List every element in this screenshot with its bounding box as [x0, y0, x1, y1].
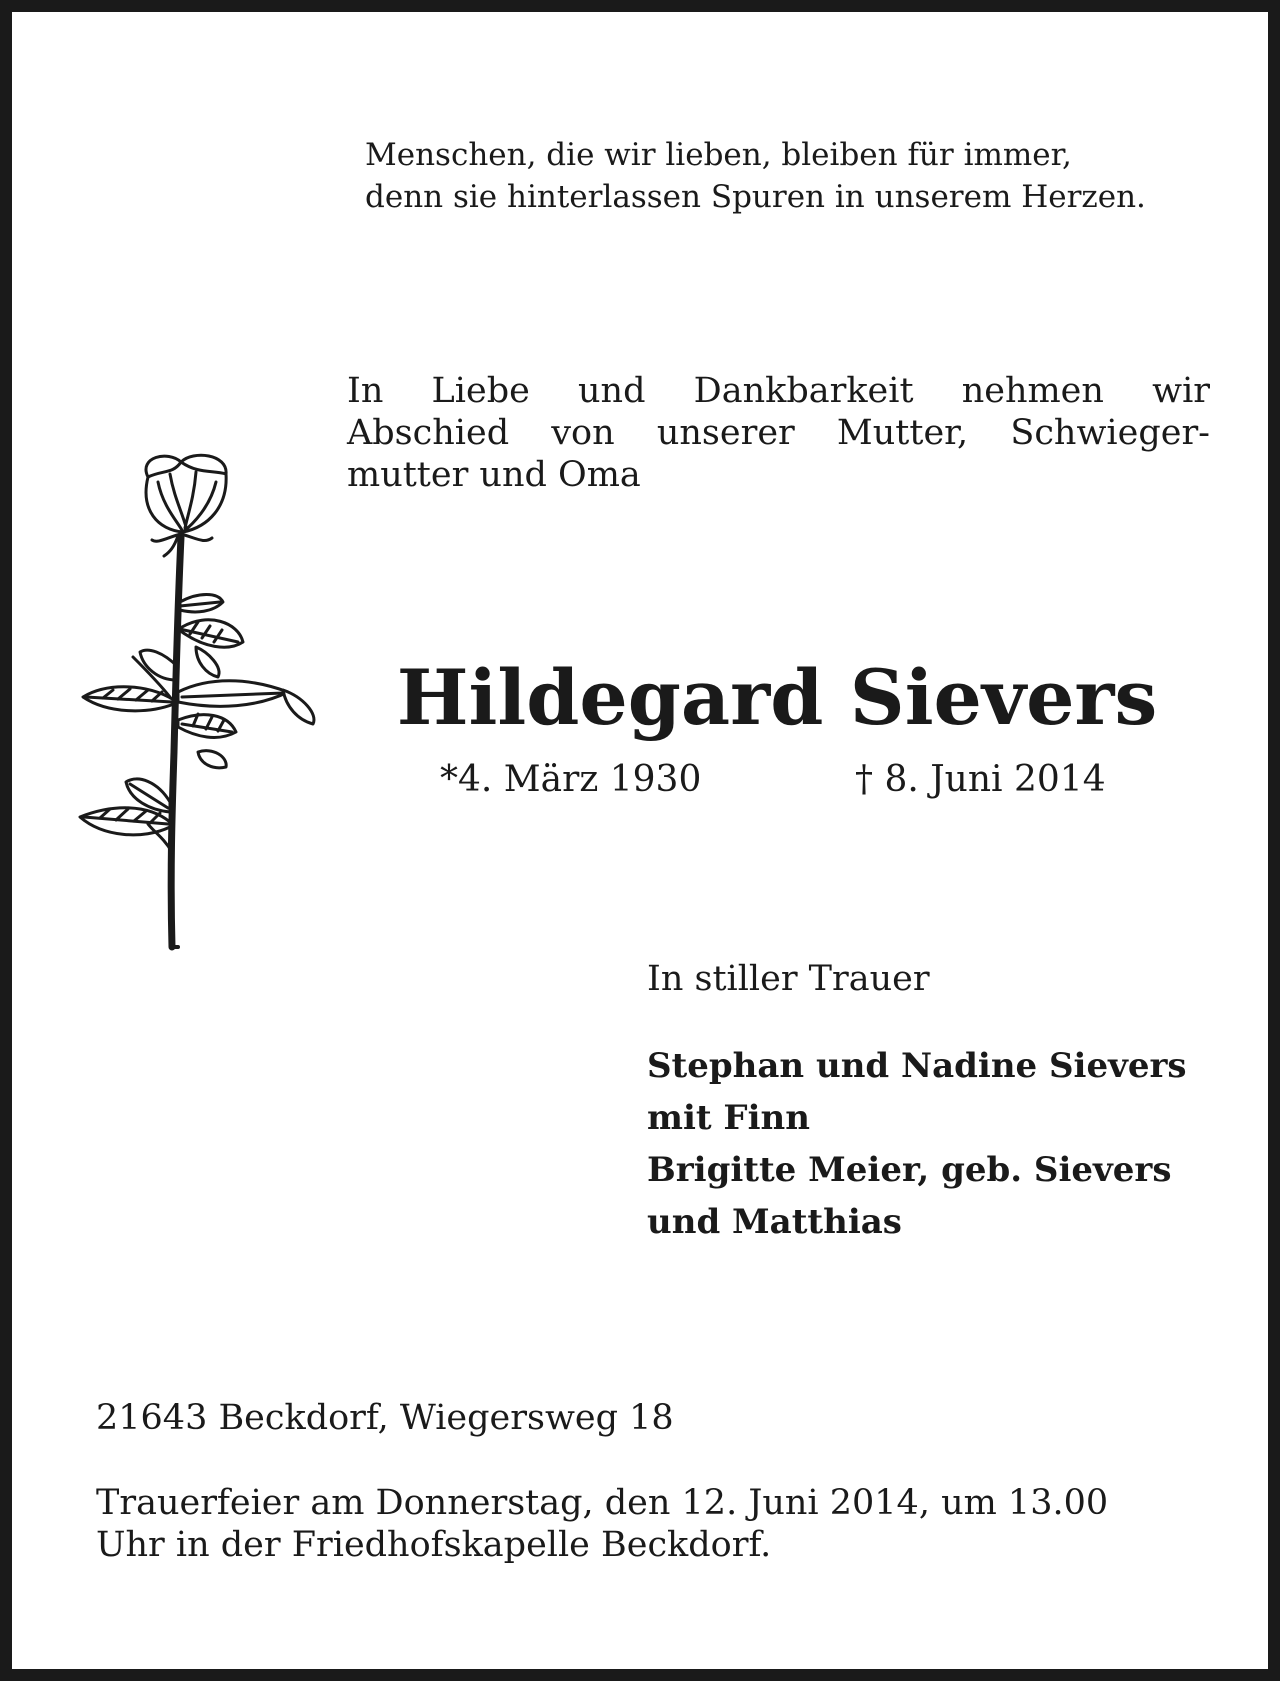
intro-text	[347, 370, 1210, 496]
family-line: Brigitte Meier, geb. Sievers	[647, 1150, 1172, 1190]
family-line: Stephan und Nadine Sievers	[647, 1046, 1187, 1086]
ceremony-line-1: Trauerfeier am Donnerstag, den 12. Juni 2014, um 13.00	[96, 1483, 1109, 1523]
mourning-heading: In stiller Trauer	[647, 959, 930, 999]
deceased-name: Hildegard Sievers	[396, 653, 1158, 742]
ceremony-info	[96, 1482, 1226, 1566]
death-date: † 8. Juni 2014	[855, 759, 1106, 800]
family-line: und Matthias	[647, 1202, 902, 1242]
intro-line-1: In Liebe und Dankbarkeit nehmen wir	[347, 371, 1210, 411]
family-list	[647, 1040, 1227, 1248]
rose-icon	[78, 452, 318, 952]
motto-line-2: denn sie hinterlassen Spuren in unserem Herzen.	[365, 179, 1146, 215]
intro-line-2: Abschied von unserer Mutter, Schwieger-	[347, 413, 1210, 453]
ceremony-line-2: Uhr in der Friedhofskapelle Beckdorf.	[96, 1525, 772, 1565]
birth-date: *4. März 1930	[440, 759, 702, 800]
intro-line-3: mutter und Oma	[347, 455, 641, 495]
motto-quote	[365, 134, 1225, 218]
address: 21643 Beckdorf, Wiegersweg 18	[96, 1398, 674, 1438]
family-line: mit Finn	[647, 1098, 810, 1138]
motto-line-1: Menschen, die wir lieben, bleiben für immer,	[365, 137, 1072, 173]
